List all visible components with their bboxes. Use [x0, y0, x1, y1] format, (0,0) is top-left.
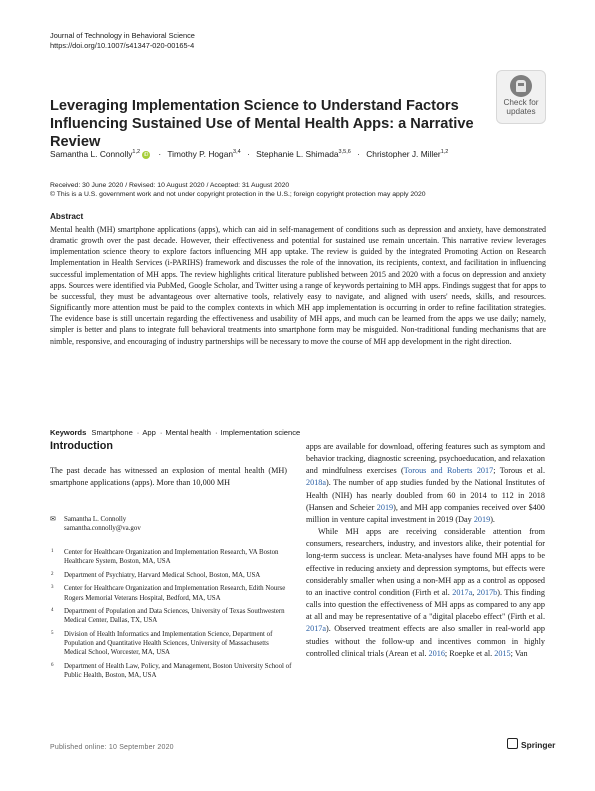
- corresponding-author: [50, 515, 141, 534]
- body-text: ). The number of app studies funded by the National Institutes of Health (NIH) has nearly doubled from 60 in 2014 to 112 in 2018 (Hansen and Scheier: [306, 478, 545, 512]
- affiliation-text: Center for Healthcare Organization and Implementation Research, Edith Nourse Rogers Memorial Veterans Hospital, Bedford, MA, USA: [64, 585, 286, 602]
- citation-link[interactable]: 2015: [494, 648, 511, 658]
- received-dates: Received: 30 June 2020 / Revised: 10 August 2020 / Accepted: 31 August 2020: [50, 182, 290, 189]
- affiliation-number: 5: [51, 630, 54, 636]
- published-online: Published online: 10 September 2020: [50, 744, 174, 751]
- contact-name: Samantha L. Connolly: [64, 516, 127, 523]
- author-list: [50, 149, 448, 159]
- affiliation-number: 2: [51, 571, 54, 577]
- publisher-name: Springer: [521, 740, 556, 750]
- author-affil-sup: 1,2: [440, 149, 449, 156]
- affiliation-text: Department of Psychiatry, Harvard Medical School, Boston, MA, USA: [64, 571, 261, 579]
- citation-link[interactable]: 2019: [376, 502, 394, 512]
- body-text: ,: [472, 587, 477, 597]
- affiliation-item: [50, 607, 292, 626]
- affiliation-item: [50, 571, 292, 580]
- affiliation-item: [50, 630, 292, 658]
- affiliation-number: 3: [51, 585, 54, 591]
- affiliation-text: Department of Health Law, Policy, and Management, Boston University School of Public Health, Boston, MA, USA: [64, 662, 292, 680]
- body-paragraph: [306, 526, 545, 660]
- body-text: ; Van: [510, 648, 528, 658]
- keyword: App: [142, 428, 156, 437]
- introduction-paragraph: The past decade has witnessed an explosion of mental health (MH) smartphone applications (apps). More than 10,000 MH: [50, 466, 287, 488]
- journal-name: Journal of Technology in Behavioral Science: [50, 31, 195, 40]
- copyright-notice: © This is a U.S. government work and not under copyright protection in the U.S.; foreign copyright protection may apply 2020: [50, 191, 426, 198]
- affiliation-number: 6: [51, 662, 54, 668]
- affiliation-item: [50, 548, 292, 567]
- body-text: ).: [490, 514, 495, 524]
- check-for-updates-badge[interactable]: [496, 70, 546, 124]
- citation-link[interactable]: 2019: [473, 514, 491, 524]
- affiliation-text: Department of Population and Data Sciences, University of Texas Southwestern Medical Center, Dallas, TX, USA: [64, 608, 285, 625]
- author-affil-sup: 1,2: [132, 149, 141, 156]
- body-text: apps are available for download, offering features such as symptom and behavior tracking, diagnostic screening, psychoeducation, and relaxation and mindfulness exercises (: [306, 442, 545, 476]
- author-name[interactable]: Christopher J. Miller: [366, 149, 441, 159]
- keywords-label: Keywords: [50, 428, 87, 437]
- affiliation-item: [50, 662, 292, 681]
- body-text: ; Torous et al.: [493, 466, 545, 476]
- citation-link[interactable]: 2017b: [476, 587, 498, 597]
- right-column-body: [306, 441, 545, 660]
- body-text: ). This finding calls into question the effectiveness of MH apps as compared to any app at all and may be representative of a "digital placebo effect" (Firth et al.: [306, 587, 545, 622]
- keywords-line: [50, 428, 301, 437]
- article-history: [50, 181, 426, 199]
- author-name[interactable]: Timothy P. Hogan: [167, 149, 234, 159]
- citation-link[interactable]: 2018a: [306, 478, 327, 488]
- check-updates-line1: Check for: [503, 98, 539, 107]
- envelope-icon: ✉: [50, 515, 56, 523]
- author-separator: ·: [247, 149, 250, 159]
- affiliation-text: Center for Healthcare Organization and Implementation Research, VA Boston Healthcare System, Boston, MA, USA: [64, 549, 279, 566]
- affiliation-number: 4: [51, 608, 54, 614]
- introduction-heading: Introduction: [50, 440, 113, 452]
- orcid-icon[interactable]: iD: [143, 151, 149, 158]
- keyword-separator: ·: [136, 428, 140, 437]
- body-text: ; Roepke et al.: [444, 648, 495, 658]
- contact-email[interactable]: samantha.connolly@va.gov: [64, 525, 141, 533]
- author-name[interactable]: Samantha L. Connolly: [50, 149, 133, 159]
- author-separator: ·: [158, 149, 162, 159]
- publisher-logo: [507, 738, 555, 750]
- affiliation-text: Division of Health Informatics and Implementation Science, Department of Population and Quantitative Health Sciences, University of Massachusetts Medical School, Worcester, MA, USA: [64, 630, 273, 657]
- check-updates-line2: updates: [506, 106, 536, 116]
- abstract-text: Mental health (MH) smartphone applications (apps), which can aid in self-management of conditions such as depression and anxiety, have demonstrated dramatic growth over the past decade. However, their effectiveness and potential for sustained use remain uncertain. This narrative review leverages implementation science theory to explore factors influencing MH app uptake. The review is guided by the integrated Promoting Action on Research Implementation in Health Services (i-PARIHS) framework and discusses the role of the innovation, its recipients, context, and facilitation in influencing successful implementation of MH apps. The review highlights critical literature published between 2015 and 2020 with a focus on depression and anxiety apps. Sources were identified via PubMed, Google Scholar, and Twitter using a range of keywords pertaining to MH apps. Findings suggest that for apps to be successful, they must be advantageous over alternative tools, relatively easy to navigate, and aligned with users' needs, skills, and resources. Significantly more attention must be paid to the complex contexts in which MH app implementation is occurring in order to refine facilitation strategies. The evidence base is still uncertain regarding the effectiveness and usability of MH apps, and much can be learned from the apps we use daily; namely, simpler is better and plans to integrate full behavioral treatments into smartphone form may be misguided. Non-traditional funding mechanisms that are nimble, responsive, and encouraging of industry partnerships will be necessary to move the course of MH app development in the right direction.: [50, 225, 546, 346]
- body-text: ), and MH app companies received over $400 million in venture capital investment in 2019 (Day: [306, 502, 545, 524]
- springer-horse-icon: [507, 738, 518, 749]
- author-affil-sup: 3,4: [233, 149, 241, 156]
- article-title: Leveraging Implementation Science to Understand Factors Influencing Sustained Use of Mental Health Apps: a Narrative Review: [50, 98, 474, 150]
- journal-header: [50, 31, 195, 50]
- affiliation-item: [50, 584, 292, 603]
- keyword: Smartphone: [91, 428, 133, 437]
- keyword-separator: ·: [159, 428, 163, 437]
- author-name[interactable]: Stephanie L. Shimada: [256, 149, 339, 159]
- body-text: ). Observed treatment effects are also smaller in real-world app studies without the follow-up and incentives common in highly controlled clinical trials (Arean et al.: [306, 624, 545, 658]
- author-separator: ·: [357, 149, 360, 159]
- keyword: Implementation science: [220, 428, 301, 437]
- affiliation-number: 1: [51, 549, 54, 554]
- citation-link[interactable]: 2016: [428, 648, 445, 658]
- citation-link[interactable]: Torous and Roberts 2017: [403, 466, 494, 476]
- body-text: While MH apps are receiving considerable attention from consumers, researchers, industry, and investors alike, their potential for long-term success is unclear. Meta-analyses have found MH apps to be effective in reducing anxiety and depression symptoms, but effects were considerably smaller when using a non-MH app as a control as opposed to an inactive control condition (Firth et al.: [306, 527, 545, 597]
- abstract-heading: Abstract: [50, 212, 84, 221]
- citation-link[interactable]: 2017a: [306, 624, 327, 634]
- doi-link[interactable]: https://doi.org/10.1007/s41347-020-00165-4: [50, 40, 195, 50]
- body-paragraph: [306, 441, 545, 526]
- keyword-separator: ·: [214, 428, 218, 437]
- author-affil-sup: 3,5,6: [338, 149, 351, 156]
- affiliations: [50, 548, 292, 685]
- bookmark-icon: [510, 75, 532, 97]
- citation-link[interactable]: 2017a: [452, 587, 473, 597]
- keyword: Mental health: [165, 428, 211, 437]
